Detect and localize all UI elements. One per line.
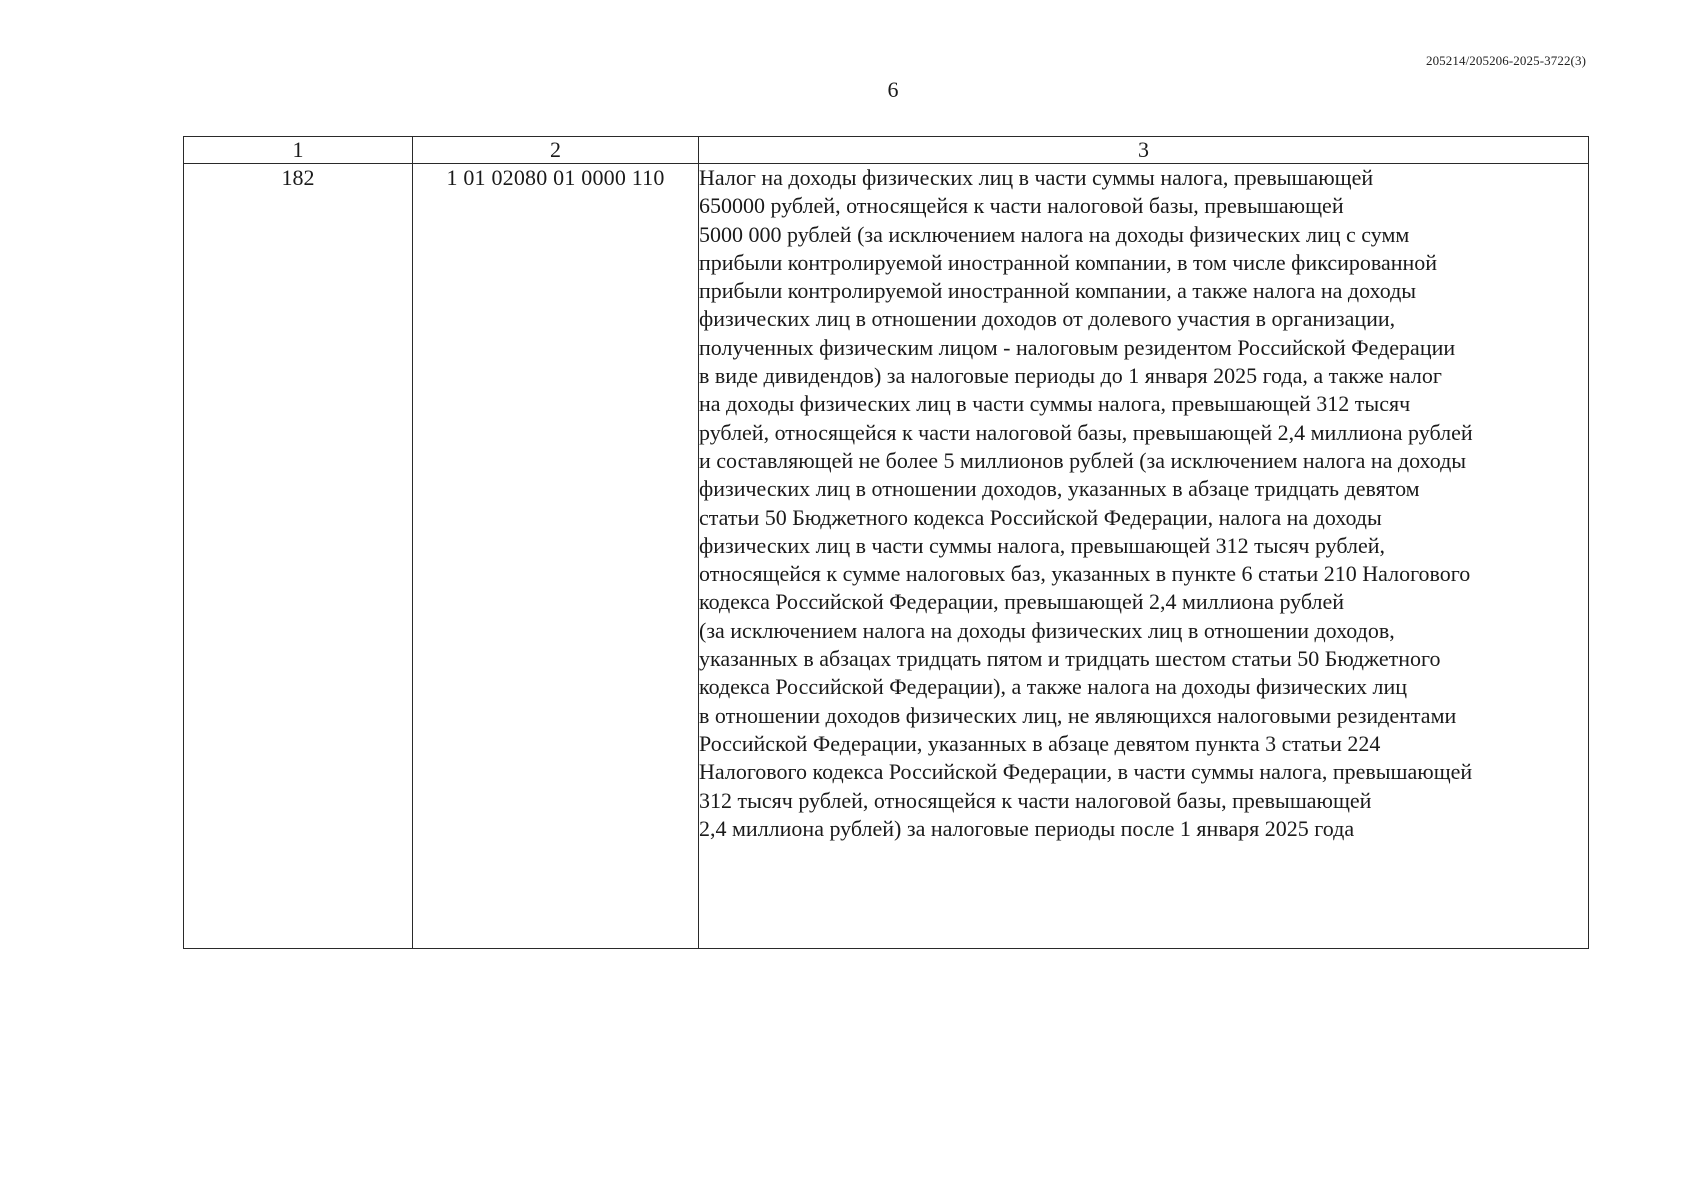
column-header-2: 2 [413,137,699,164]
table-header-row [184,137,1589,164]
budget-classification-table [183,136,1589,949]
table-row [184,164,1589,949]
budget-code-cell: 1 01 02080 01 0000 110 [413,164,699,949]
column-header-3: 3 [699,137,1589,164]
page-number: 6 [887,77,899,102]
column-header-1: 1 [184,137,413,164]
admin-code-cell: 182 [184,164,413,949]
document-id: 205214/205206-2025-3722(3) [1425,53,1586,68]
description-cell: Налог на доходы физических лиц в части суммы налога, превышающей 650000 рублей, относящейся к части налоговой базы, превышающей 5000 000 рублей (за исключением налога на доходы физических лиц с сумм прибыли контролируемой иностранной компании, в том числе фиксированной прибыли контролируемой иностранной компании, а также налога на доходы физических лиц в отношении доходов от долевого участия в организации, полученных физическим лицом - налоговым резидентом Российской Федерации в виде дивидендов) за налоговые периоды до 1 января 2025 года, а также налог на доходы физических лиц в части суммы налога, превышающей 312 тысяч рублей, относящейся к части налоговой базы, превышающей 2,4 миллиона рублей и составляющей не более 5 миллионов рублей (за исключением налога на доходы физических лиц в отношении доходов, указанных в абзаце тридцать девятом статьи 50 Бюджетного кодекса Российской Федерации, налога на доходы физических лиц в части суммы налога, превышающей 312 тысяч рублей, относящейся к сумме налоговых баз, указанных в пункте 6 статьи 210 Налогового кодекса Российской Федерации, превышающей 2,4 миллиона рублей (за исключением налога на доходы физических лиц в отношении доходов, указанных в абзацах тридцать пятом и тридцать шестом статьи 50 Бюджетного кодекса Российской Федерации), а также налога на доходы физических лиц в отношении доходов физических лиц, не являющихся налоговыми резидентами Российской Федерации, указанных в абзаце девятом пункта 3 статьи 224 Налогового кодекса Российской Федерации, в части суммы налога, превышающей 312 тысяч рублей, относящейся к части налоговой базы, превышающей 2,4 миллиона рублей) за налоговые периоды после 1 января 2025 года [699,164,1589,949]
